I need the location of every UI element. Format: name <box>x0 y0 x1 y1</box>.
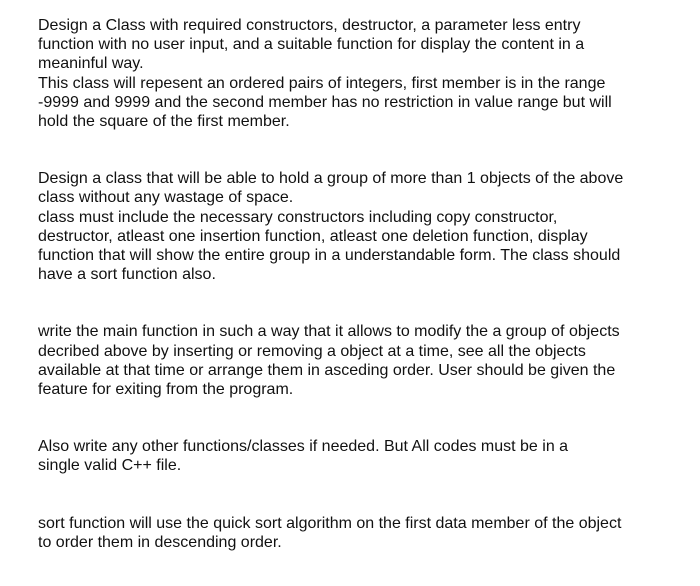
text-line: -9999 and 9999 and the second member has no restriction in value range but will <box>38 93 612 111</box>
text-line: destructor, atleast one insertion function, atleast one deletion function, display <box>38 227 588 245</box>
text-line: class must include the necessary constructors including copy constructor, <box>38 208 558 226</box>
text-line: available at that time or arrange them in asceding order. User should be given the <box>38 361 616 379</box>
paragraph-other-functions <box>38 437 678 475</box>
text-line: This class will repesent an ordered pairs of integers, first member is in the range <box>38 74 606 92</box>
text-line: Design a Class with required constructors, destructor, a parameter less entry <box>38 17 581 34</box>
paragraph-spacer <box>38 284 678 322</box>
paragraph-class-design <box>38 16 678 131</box>
text-line: hold the square of the first member. <box>38 113 290 131</box>
text-line: sort function will use the quick sort algorithm on the first data member of the object <box>38 514 622 532</box>
text-line: meaninful way. <box>38 55 144 73</box>
text-line: write the main function in such a way that it allows to modify the a group of objects <box>38 323 620 341</box>
text-line: have a sort function also. <box>38 266 216 284</box>
text-line: Also write any other functions/classes if needed. But All codes must be in a <box>38 438 569 456</box>
paragraph-sort-function <box>38 514 678 552</box>
paragraph-spacer <box>38 399 678 437</box>
document-body <box>38 16 678 552</box>
text-line: single valid C++ file. <box>38 457 182 475</box>
paragraph-group-class <box>38 169 678 284</box>
text-line: function with no user input, and a suitable function for display the content in a <box>38 36 585 54</box>
paragraph-spacer <box>38 476 678 514</box>
paragraph-spacer <box>38 131 678 169</box>
text-line: class without any wastage of space. <box>38 189 294 207</box>
text-line: feature for exiting from the program. <box>38 381 294 399</box>
text-line: function that will show the entire group in a understandable form. The class should <box>38 247 621 265</box>
text-line: Design a class that will be able to hold a group of more than 1 objects of the above <box>38 170 624 188</box>
text-line: decribed above by inserting or removing a object at a time, see all the objects <box>38 342 586 360</box>
paragraph-main-function <box>38 322 678 399</box>
text-line: to order them in descending order. <box>38 533 282 551</box>
